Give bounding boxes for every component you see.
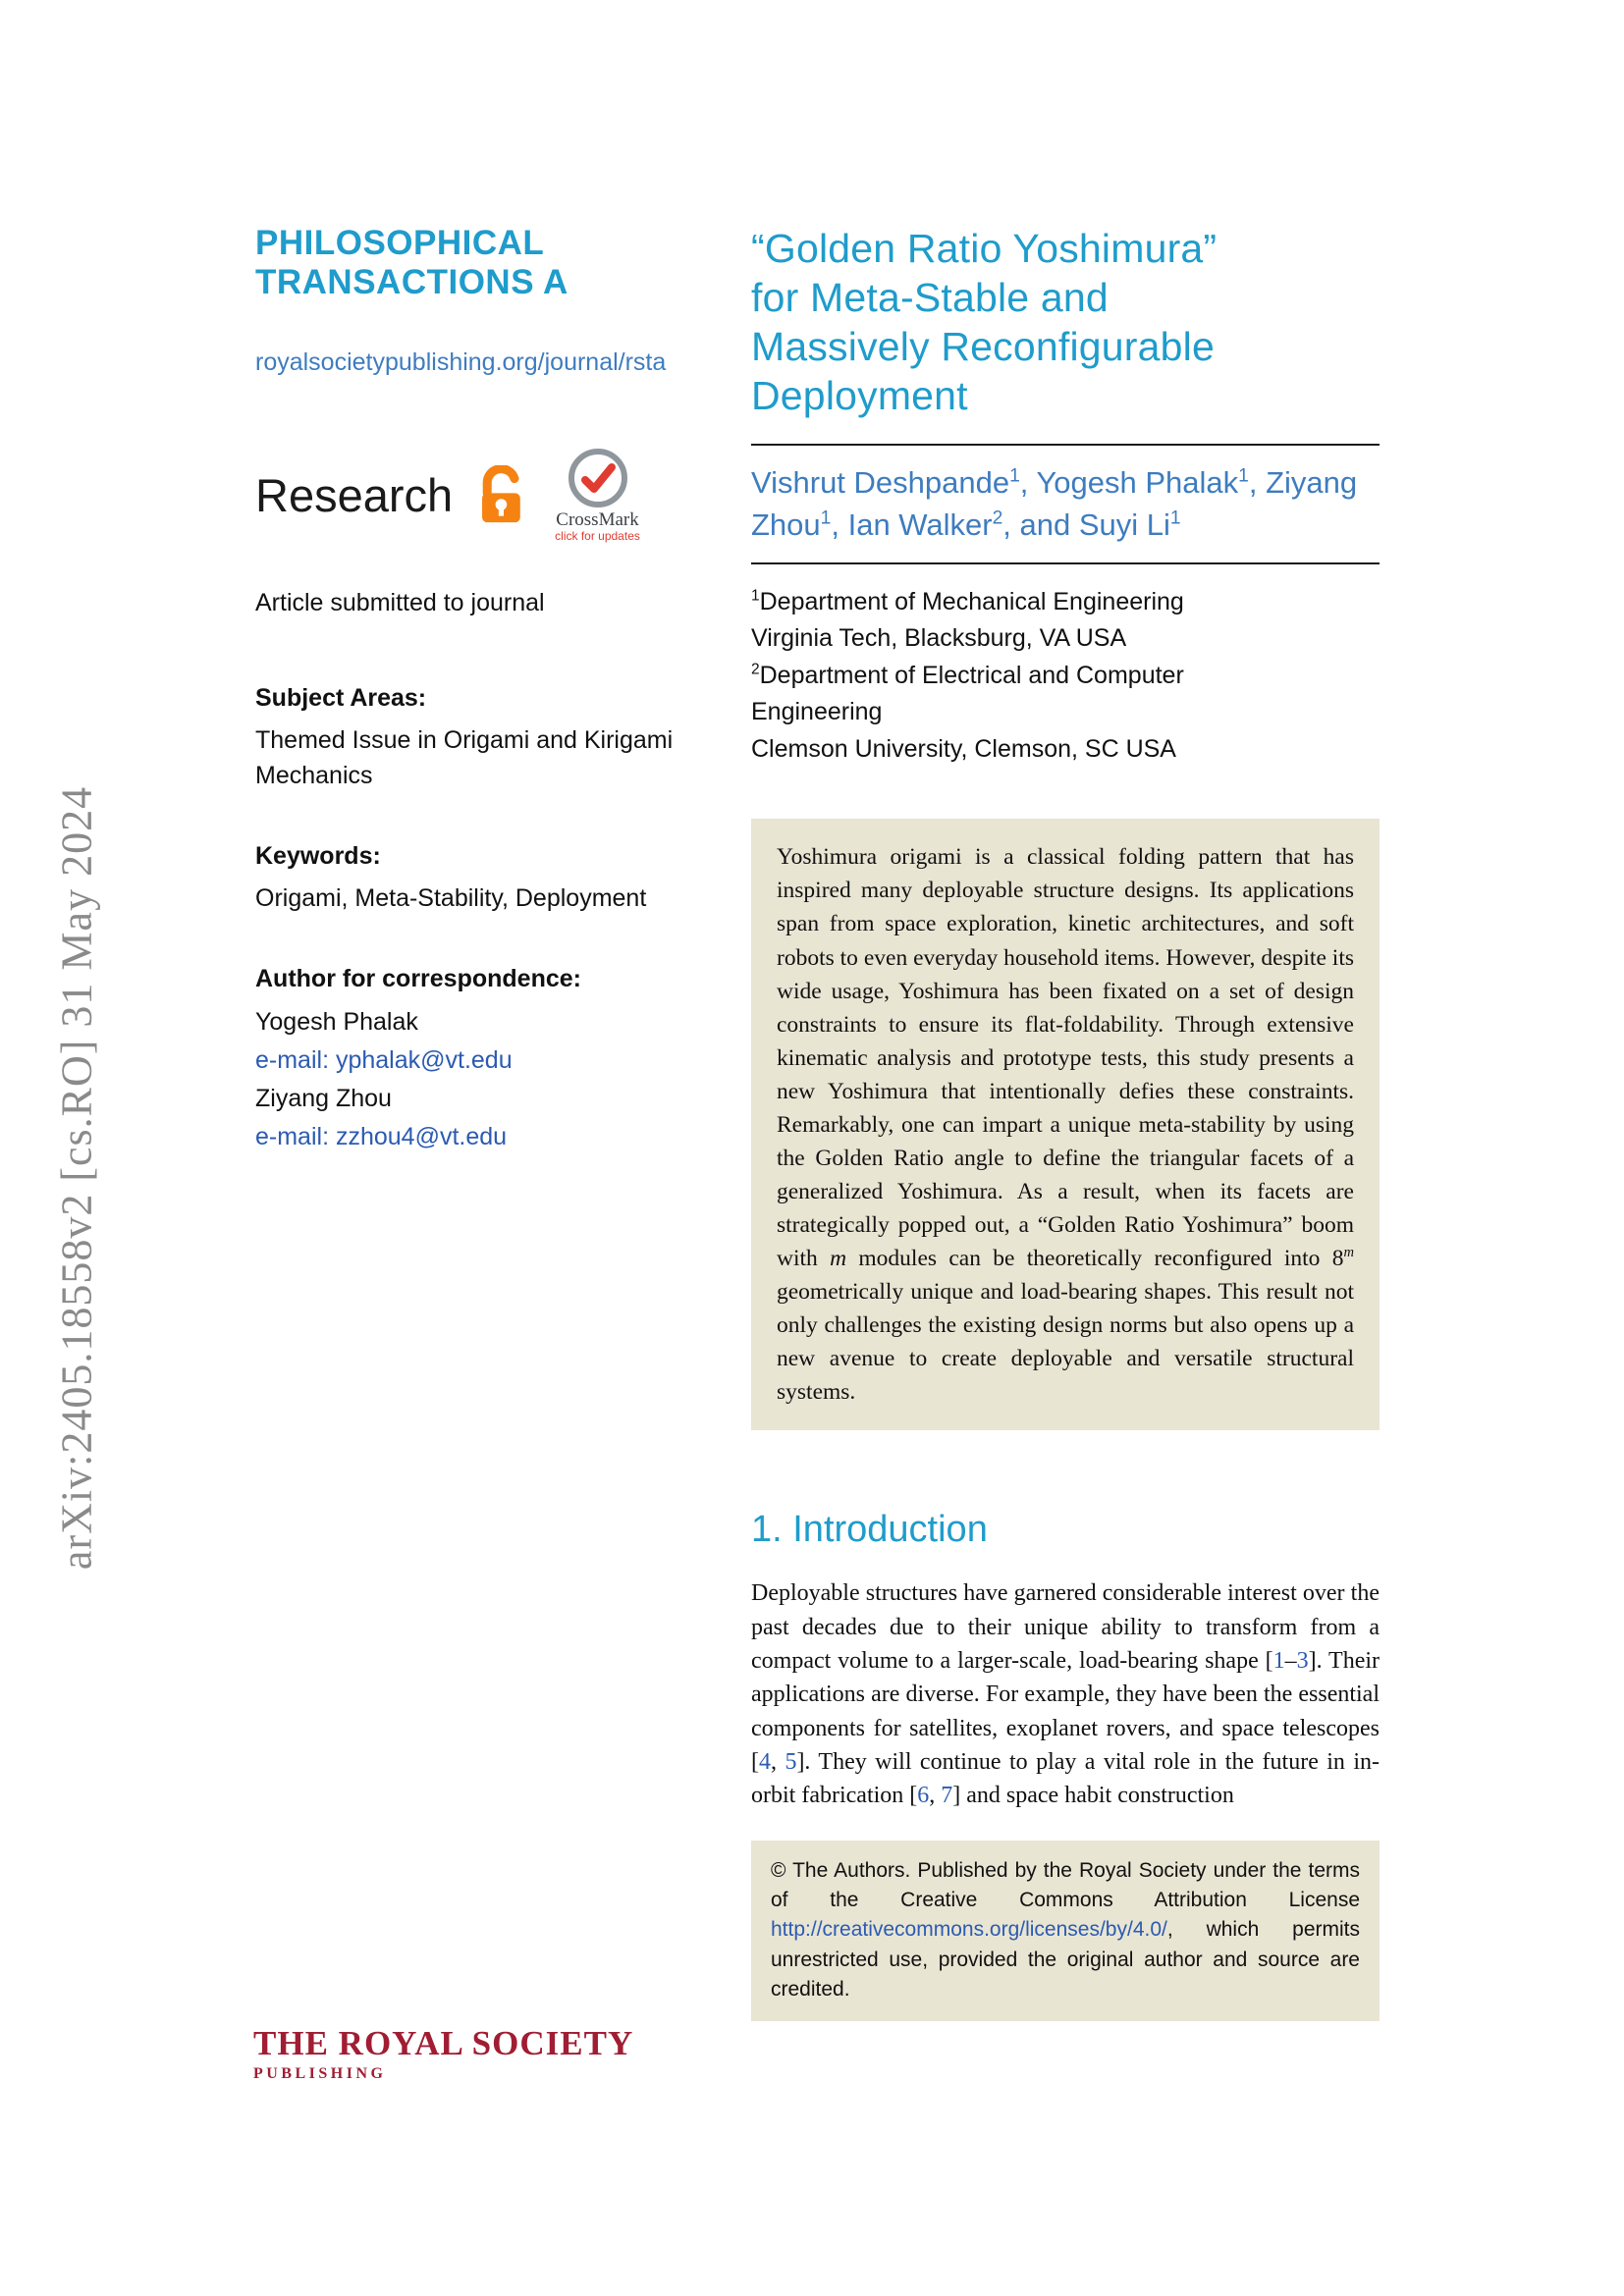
crossmark-label: CrossMark bbox=[556, 508, 639, 530]
correspondent-email-link[interactable]: e-mail: yphalak@vt.edu bbox=[255, 1046, 513, 1075]
title-line: Deployment bbox=[751, 373, 968, 419]
correspondent-name: Ziyang Zhou bbox=[255, 1084, 392, 1112]
text-segment: 1 bbox=[1238, 465, 1249, 487]
title-line: “Golden Ratio Yoshimura” bbox=[751, 226, 1218, 271]
text-segment: , which permits unrestricted use, provided the original author and source are credited. bbox=[771, 1918, 1360, 2002]
text-segment: , Ian Walker bbox=[831, 507, 993, 543]
open-access-icon bbox=[478, 465, 529, 526]
divider-rule bbox=[751, 562, 1380, 564]
text-segment: 1 bbox=[820, 508, 832, 530]
text-segment: Clemson University, Clemson, SC USA bbox=[751, 734, 1176, 763]
text-segment: geometrically unique and load-bearing shapes. This result not only challenges the existing design norms but also opens up a new avenue to create deployable and versatile structural systems. bbox=[777, 1279, 1354, 1406]
research-row bbox=[255, 448, 746, 544]
journal-name bbox=[255, 224, 746, 303]
affiliation-line bbox=[751, 694, 1380, 731]
inline-link[interactable]: 4 bbox=[759, 1748, 771, 1775]
text-segment: , and Suyi Li bbox=[1002, 507, 1170, 543]
text-segment: m bbox=[1343, 1245, 1354, 1261]
text-segment: – bbox=[1284, 1648, 1297, 1675]
affiliation-line bbox=[751, 584, 1380, 621]
inline-link[interactable]: 7 bbox=[941, 1783, 953, 1809]
text-segment: ]. Their applications are diverse. For example, they have been the essential components for satellites, exoplanet rovers, and space telescopes [ bbox=[751, 1648, 1380, 1775]
subject-areas-label: Subject Areas: bbox=[255, 683, 427, 712]
article-status: Article submitted to journal bbox=[255, 588, 545, 616]
crossmark-icon bbox=[568, 448, 628, 508]
journal-name-line2: TRANSACTIONS A bbox=[255, 263, 568, 302]
title-line: for Meta-Stable and bbox=[751, 275, 1109, 321]
affiliation-line bbox=[751, 658, 1380, 695]
keywords-block bbox=[255, 842, 746, 916]
text-segment: Engineering bbox=[751, 698, 883, 726]
affiliations bbox=[751, 584, 1380, 769]
text-segment: m bbox=[830, 1246, 847, 1272]
article-title bbox=[751, 224, 1380, 420]
crossmark-badge[interactable] bbox=[555, 448, 640, 544]
keywords-value: Origami, Meta-Stability, Deployment bbox=[255, 884, 647, 913]
text-segment: Department of Electrical and Computer bbox=[759, 661, 1184, 689]
publisher-subname: PUBLISHING bbox=[253, 2065, 387, 2082]
crossmark-subtext: click for updates bbox=[555, 529, 640, 544]
introduction-paragraph bbox=[751, 1576, 1380, 1812]
text-segment: 1 bbox=[751, 587, 760, 605]
publisher-logo bbox=[253, 2024, 633, 2083]
text-segment: 1 bbox=[1009, 465, 1020, 487]
subject-areas-value: Themed Issue in Origami and Kirigami Mechanics bbox=[255, 725, 674, 789]
keywords-label: Keywords: bbox=[255, 842, 381, 871]
affiliation-line bbox=[751, 620, 1380, 658]
left-column bbox=[255, 224, 746, 1155]
correspondent-email-link[interactable]: e-mail: zzhou4@vt.edu bbox=[255, 1122, 508, 1150]
text-segment: ]. They will continue to play a vital role in the future in in-orbit fabrication [ bbox=[751, 1748, 1380, 1809]
abstract bbox=[751, 819, 1380, 1430]
text-segment: , Ziyang Zhou bbox=[751, 465, 1358, 543]
divider-rule bbox=[751, 444, 1380, 446]
text-segment: , Yogesh Phalak bbox=[1019, 465, 1239, 501]
text-segment: 2 bbox=[751, 661, 760, 678]
arxiv-banner: arXiv:2405.18558v2 [cs.RO] 31 May 2024 bbox=[52, 785, 101, 1571]
correspondence-block bbox=[255, 965, 746, 1155]
journal-name-line1: PHILOSOPHICAL bbox=[255, 224, 545, 262]
text-segment: 1 bbox=[1169, 508, 1181, 530]
inline-link[interactable]: 3 bbox=[1296, 1648, 1309, 1675]
section-heading-introduction: 1. Introduction bbox=[751, 1509, 988, 1551]
article-main bbox=[751, 224, 1380, 2021]
license-notice bbox=[751, 1841, 1380, 2021]
text-segment: Virginia Tech, Blacksburg, VA USA bbox=[751, 624, 1127, 653]
text-segment: , bbox=[929, 1783, 942, 1809]
section-research-label: Research bbox=[255, 469, 454, 522]
title-line: Massively Reconfigurable bbox=[751, 324, 1215, 370]
inline-link[interactable]: http://creativecommons.org/licenses/by/4.0/ bbox=[771, 1918, 1167, 1942]
author-list bbox=[751, 461, 1380, 547]
text-segment: modules can be theoretically reconfigured into 8 bbox=[846, 1246, 1344, 1272]
correspondent-name: Yogesh Phalak bbox=[255, 1008, 418, 1037]
text-segment: Yoshimura origami is a classical folding pattern that has inspired many deployable structure designs. Its applications span from space exploration, kinetic architectures, and soft robots to even everyday household items. However, despite its wide usage, Yoshimura has been fixated on a set of design constraints to ensure its flat-foldability. Through extensive kinematic analysis and prototype tests, this study presents a new Yoshimura that intentionally defies these constraints. Remarkably, one can impart a unique meta-stability by using the Golden Ratio angle to define the triangular facets of a generalized Yoshimura. As a result, when its facets are strategically popped out, a “Golden Ratio Yoshimura” boom with bbox=[777, 844, 1354, 1272]
text-segment: Deployable structures have garnered considerable interest over the past decades due to their unique ability to transform from a compact volume to a larger-scale, load-bearing shape [ bbox=[751, 1580, 1380, 1675]
journal-url-link[interactable]: royalsocietypublishing.org/journal/rsta bbox=[255, 347, 667, 376]
affiliation-line bbox=[751, 731, 1380, 769]
text-segment: © The Authors. Published by the Royal Society under the terms of the Creative Commons Attribution License bbox=[771, 1858, 1360, 1912]
text-segment: Department of Mechanical Engineering bbox=[759, 587, 1184, 615]
text-segment: , bbox=[771, 1748, 785, 1775]
inline-link[interactable]: 1 bbox=[1272, 1648, 1285, 1675]
text-segment: 2 bbox=[992, 508, 1003, 530]
publisher-name: THE ROYAL SOCIETY bbox=[253, 2024, 634, 2062]
correspondence-label: Author for correspondence: bbox=[255, 965, 581, 993]
inline-link[interactable]: 5 bbox=[785, 1748, 797, 1775]
text-segment: Vishrut Deshpande bbox=[751, 465, 1010, 501]
text-segment: ] and space habit construction bbox=[952, 1783, 1234, 1809]
subject-areas-block bbox=[255, 684, 746, 794]
inline-link[interactable]: 6 bbox=[917, 1783, 930, 1809]
